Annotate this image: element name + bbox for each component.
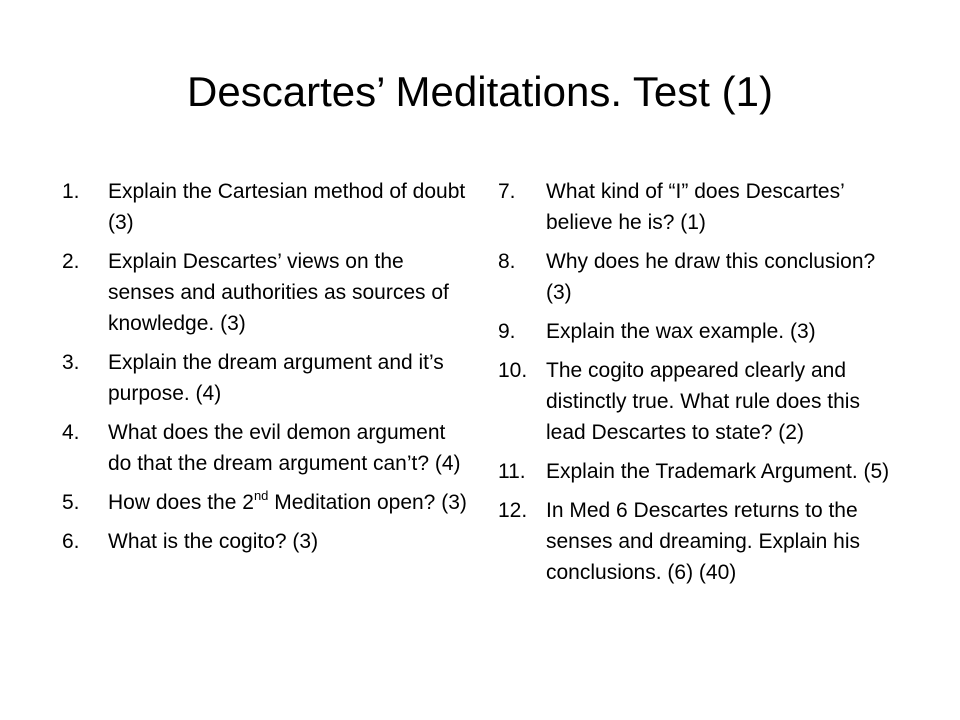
question-number: 5.	[62, 491, 80, 514]
question-list-right	[498, 176, 903, 596]
question-10	[498, 355, 903, 448]
question-text: Explain the wax example. (3)	[546, 320, 816, 343]
question-number: 6.	[62, 530, 80, 553]
question-number: 10.	[498, 359, 528, 382]
question-text: In Med 6 Descartes returns to the senses and dreaming. Explain his conclusions. (6) (40)	[546, 499, 861, 584]
question-6	[62, 526, 467, 557]
question-9	[498, 316, 903, 347]
question-11	[498, 456, 903, 487]
question-2	[62, 246, 467, 339]
question-number: 3.	[62, 351, 80, 374]
question-text-after: Meditation open? (3)	[268, 491, 467, 514]
question-text: Explain the dream argument and it’s purpose. (4)	[108, 351, 444, 405]
question-5	[62, 487, 467, 518]
question-number: 7.	[498, 180, 516, 203]
question-12	[498, 495, 903, 588]
question-list-left	[62, 176, 467, 565]
question-8	[498, 246, 903, 308]
question-1	[62, 176, 467, 238]
slide-title: Descartes’ Meditations. Test (1)	[187, 68, 773, 115]
question-4	[62, 417, 467, 479]
question-number: 8.	[498, 250, 516, 273]
question-text	[108, 487, 467, 518]
question-7	[498, 176, 903, 238]
question-text: What is the cogito? (3)	[108, 530, 319, 553]
question-number: 2.	[62, 250, 80, 273]
question-3	[62, 347, 467, 409]
question-text: Explain the Cartesian method of doubt (3)	[108, 180, 466, 234]
question-text-before: How does the 2	[108, 491, 254, 514]
question-text: The cogito appeared clearly and distinctly true. What rule does this lead Descartes to state? (2)	[546, 359, 860, 444]
question-number: 4.	[62, 421, 80, 444]
question-text: Explain Descartes’ views on the senses and authorities as sources of knowledge. (3)	[108, 250, 449, 335]
question-number: 12.	[498, 499, 528, 522]
question-number: 1.	[62, 180, 80, 203]
ordinal-suffix: nd	[253, 488, 269, 503]
question-number: 11.	[498, 460, 526, 483]
question-text: What kind of “I” does Descartes’ believe he is? (1)	[546, 180, 844, 234]
question-text: Explain the Trademark Argument. (5)	[546, 460, 890, 483]
question-number: 9.	[498, 320, 516, 343]
question-text: Why does he draw this conclusion? (3)	[546, 250, 876, 304]
question-text: What does the evil demon argument do that the dream argument can’t? (4)	[108, 421, 461, 475]
